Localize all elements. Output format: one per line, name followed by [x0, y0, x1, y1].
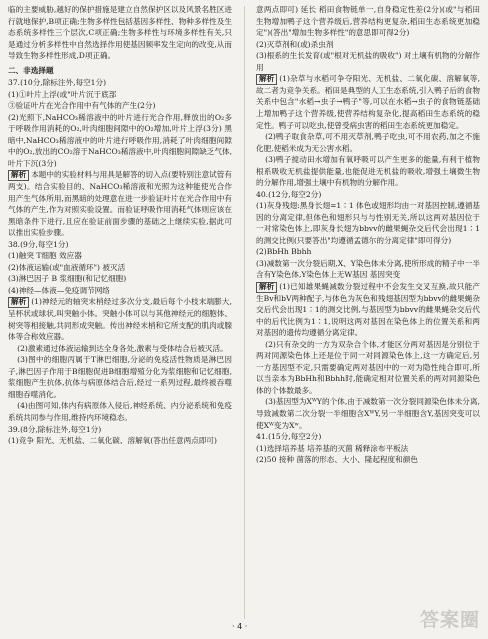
answer-paragraph: (1)选择培养基 培养基的灭菌 稀释涂布平板法 [256, 443, 409, 453]
answer-paragraph: 40.(12分,每空2分) [256, 189, 322, 199]
answer-paragraph: 41.(15分,每空2分) [256, 432, 322, 442]
answer-paragraph: (2)BbHh Bbhh [256, 247, 312, 257]
page-number: · 4 · [232, 621, 248, 631]
answer-paragraph: 38.(9分,每空1分) [8, 239, 69, 249]
answer-paragraph: (1)触突 T细胞 效应器 [8, 251, 82, 261]
analysis-text: (1)神经元的轴突末梢经过多次分支,最后每个小枝末端膨大,呈杯状或球状,叫突触小体。突触小体可以与其他神经元的细胞体、树突等相接触,共同形成突触。传出神经末梢和它所支配的肌肉或腺体等合称效应器。 [8, 297, 232, 342]
answer-paragraph: (1)灰身残翅:黑身长翅=1∶1 体色或翅形均由一对基因控制,遵循基因的分离定律,但体色和翅形只与与性别无关,所以这两对基因位于一对常染色体上,即灰身长翅为bbvv的雌果蝇杂交后代会出现1∶1的测交比例(只要答出"均遵循孟德尔的分离定律"即可得分) [256, 201, 481, 245]
watermark-logo: 答案圈 [419, 609, 480, 632]
section-heading: 二、非选择题 [8, 65, 54, 75]
answer-paragraph: (2)灭草剂和(或)杀虫剂 [256, 39, 334, 49]
answer-paragraph: (3)基因型为XᵂY的个体,由于减数第一次分裂同源染色体未分离,导致减数第二次分裂一半细胞含XᵂY,另一半细胞含Y,基因突变可以使Xᵂ变为Xʷ。 [256, 397, 480, 430]
right-column [256, 4, 480, 466]
answer-paragraph: (2)50 接种 菌落的形态、大小、隆起程度和颜色 [256, 455, 418, 465]
analysis-paragraph [256, 73, 480, 131]
answer-paragraph: (2)体液运输(或"血液循环") 被灭活 [8, 262, 126, 272]
answer-paragraph: 37.(10分,除标注外,每空1分) [8, 78, 107, 88]
analysis-text: (1)杂草与水稻可争夺阳光、无机盐、二氧化碳、溶解氧等,故二者为竞争关系。稻田是典型的人工生态系统,引入鸭子后的食物关系中包含"水稻→虫子→鸭子"等,可以在水稻→虫子的食物链基础上增加鸭子这个营养级,使营养结构复杂化,提高稻田生态系统的稳定性。鸭子可以吃虫,使曾受病虫害的稻田生态系统更加稳定。 [256, 74, 480, 130]
answer-paragraph: 意两点即可) 延长 稻田食物链单一,自身稳定性差(2分)(或"与稻田生物增加鸭子这个营养级后,营养结构更复杂,稻田生态系统更加稳定")(答出"增加生物多样性"的意思即可得2分) [256, 5, 480, 38]
column-divider [244, 6, 245, 619]
analysis-tag: 解析 [8, 170, 29, 181]
analysis-tag: 解析 [256, 74, 277, 85]
answer-paragraph: (1)①叶片上浮(或"叶片沉于底部 [8, 89, 117, 99]
left-column [8, 4, 232, 447]
answer-paragraph: (3)鸭子搅动田水增加有氧呼吸可以产生更多的能量,有利于植物根系吸收无机盐提供能量,也能促进无机盐的吸收,增强土壤微生物的分解作用,增强土壤中有机物的分解作用。 [256, 155, 480, 188]
answer-paragraph: (3)减数第一次分裂后期,X、Y染色体未分离,使所形成的精子中一半含有Y染色体,Y染色体上无W基因 基因突变 [256, 258, 480, 280]
analysis-tag: 解析 [256, 282, 277, 293]
analysis-text: 本题中的实验材料与用具是解答的切入点(要特别注意试管有两支)。结合实验目的、NaHCO₃稀溶液和光照为这种能使光合作用产生气体所用,而黑暗的处理意在进一步验证叶片在光合作用中有气体的产生,作为对照实验设置。而验证呼吸作用消耗气体则应该在黑暗条件下进行,且应在验证前面步骤的基础之上继续实验,据此可以推出实验步骤。 [8, 170, 232, 238]
analysis-text: (1)已知雄果蝇减数分裂过程中不会发生交叉互换,故只能产生Bv和bV两种配子,与体色为灰色和残翅基因型为bbvv的雌果蝇杂交后代会出现1∶1的测交比例,与基因型为bbvv的雌果蝇杂交后代中的后代比例为1∶1,说明这两对基因在染色体上的位置关系和两对基因的遗传均遵循分离定律。 [256, 281, 480, 338]
answer-paragraph: (4)神经—体液—免疫调节网络 [8, 285, 110, 295]
answer-paragraph: 临的主要威胁,越好的保护措施是建立自然保护区以及风景名胜区进行就地保护,B项正确;生物多样性包括基因多样性、物种多样性及生态系统多样性三个层次,C项正确;生物多样性与环境多样性有关,只是通过分析多样性中自然选择作用使基因频率发生定向的改变,从而导致生物多样性形成,D项正确。 [8, 5, 232, 61]
answer-paragraph: ③验证叶片在光合作用中有气体的产生(2分) [8, 101, 156, 111]
answer-paragraph: (1)竞争 阳光、无机盐、二氧化碳、溶解氧(答出任意两点即可) [8, 436, 217, 446]
answer-paragraph: (2)鸭子取食杂草,可不用灭草剂,鸭子吃虫,可不用农药,加之不施化肥,使稻米成为无公害水稻。 [256, 132, 480, 153]
analysis-paragraph [256, 281, 480, 339]
analysis-paragraph [8, 296, 232, 342]
answer-paragraph: (4)由图可知,体内有病原体入侵后,神经系统、内分泌系统和免疫系统共同参与作用,维持内环境稳态。 [8, 401, 232, 422]
answer-paragraph: (2)激素通过体液运输到达全身各处,激素与受体结合后被灭活。 [17, 343, 228, 353]
answer-paragraph: (3)淋巴因子 B 浆细胞(和记忆细胞) [8, 274, 127, 284]
answer-paragraph: (3)根系的生长发育(或"根对无机盐的吸收") 对土壤有机物的分解作用 [256, 51, 480, 72]
answer-paragraph: (2)只有杂交的一方为双杂合个体,才能区分两对基因是分别位于两对同源染色体上还是位于同一对同源染色体上,这一方确定后,另一方基因型不定,只需要确定两对基因中的一对为隐性纯合即可,所以当亲本为BbHh和Bbhh时,能确定相对位置关系的两对同源染色体的个体数最多。 [256, 339, 480, 395]
answer-paragraph: 39.(8分,除标注外,每空1分) [8, 424, 102, 434]
analysis-tag: 解析 [8, 297, 29, 308]
analysis-paragraph [8, 169, 232, 238]
answer-paragraph: (3)图中的细胞丙属于T淋巴细胞,分泌的免疫活性物质是淋巴因子,淋巴因子作用于B细胞促进B细胞增殖分化为浆细胞和记忆细胞,浆细胞产生抗体,抗体与病原体结合后,经过一系列过程,最终被吞噬细胞吞噬消化。 [8, 355, 232, 399]
answer-paragraph: (2)光照下,NaHCO₃稀溶液中的叶片进行光合作用,释放出的O₂多于呼吸作用消耗的O₂,叶肉细胞间隙中的O₂增加,叶片上浮(3分) 黑暗中,NaHCO₃稀溶液中的叶片进行呼吸作用,消耗了叶肉细胞间隙中的O₂,放出的CO₂溶于NaHCO₃稀溶液中,叶肉细胞间隙缺乏气体,叶片下沉(3分) [8, 112, 232, 168]
